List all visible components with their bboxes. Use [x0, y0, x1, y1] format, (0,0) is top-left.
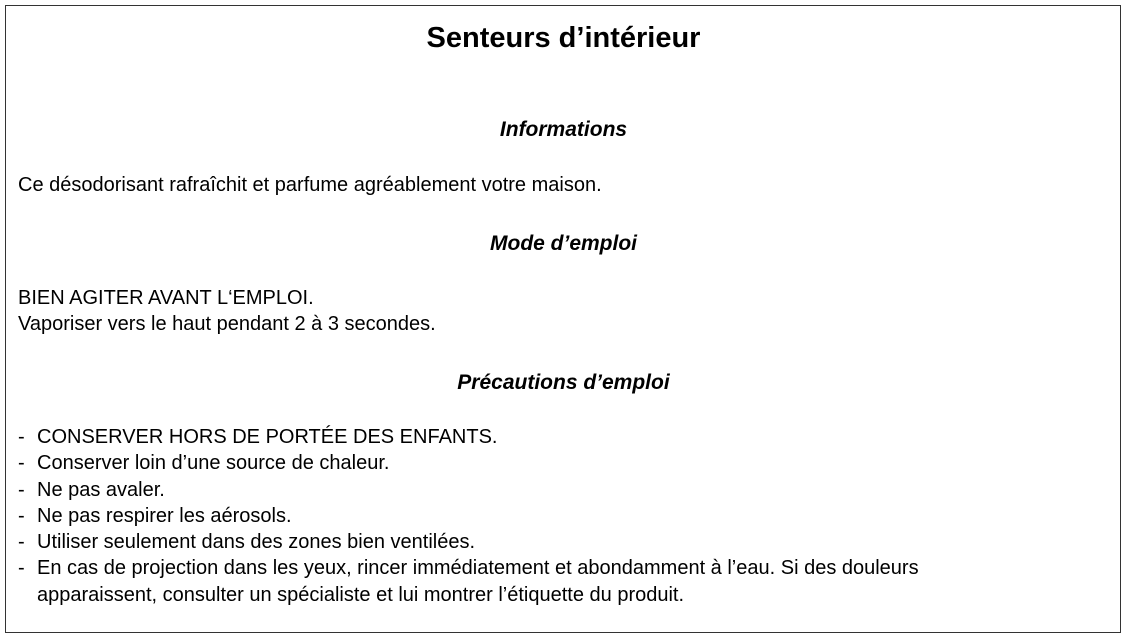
list-item: [18, 424, 1117, 450]
list-item-continuation: apparaissent, consulter un spécialiste et lui montrer l’étiquette du produit.: [37, 583, 685, 606]
list-item-text: Ne pas respirer les aérosols.: [37, 504, 292, 527]
list-item-text: Conserver loin d’une source de chaleur.: [37, 452, 390, 475]
bullet-dash: -: [18, 426, 25, 448]
list-item-text: CONSERVER HORS DE PORTÉE DES ENFANTS.: [37, 426, 498, 448]
bullet-dash: -: [18, 478, 25, 501]
bullet-dash: -: [18, 531, 25, 554]
list-item-text: Ne pas avaler.: [37, 478, 165, 501]
informations-heading: Informations: [499, 118, 628, 141]
precautions-list: [18, 424, 1117, 608]
precautions-heading: Précautions d’emploi: [457, 371, 670, 394]
list-item-text: Utiliser seulement dans des zones bien ventilées.: [37, 531, 476, 554]
informations-text: Ce désodorisant rafraîchit et parfume agréablement votre maison.: [18, 174, 602, 196]
bullet-dash: -: [18, 452, 25, 475]
list-item: [18, 555, 1117, 608]
bullet-dash: -: [18, 504, 25, 527]
mode-emploi-line-2: Vaporiser vers le haut pendant 2 à 3 secondes.: [18, 313, 436, 335]
list-item: [18, 529, 1117, 555]
mode-emploi-heading: Mode d’emploi: [490, 232, 637, 255]
list-item-text: En cas de projection dans les yeux, rincer immédiatement et abondamment à l’eau. Si des douleurs: [37, 557, 919, 580]
list-item: [18, 503, 1117, 529]
bullet-dash: -: [18, 557, 25, 580]
mode-emploi-line-1: BIEN AGITER AVANT L‘EMPLOI.: [18, 287, 314, 309]
page-title: Senteurs d’intérieur: [426, 22, 701, 54]
list-item: [18, 450, 1117, 476]
list-item: [18, 477, 1117, 503]
